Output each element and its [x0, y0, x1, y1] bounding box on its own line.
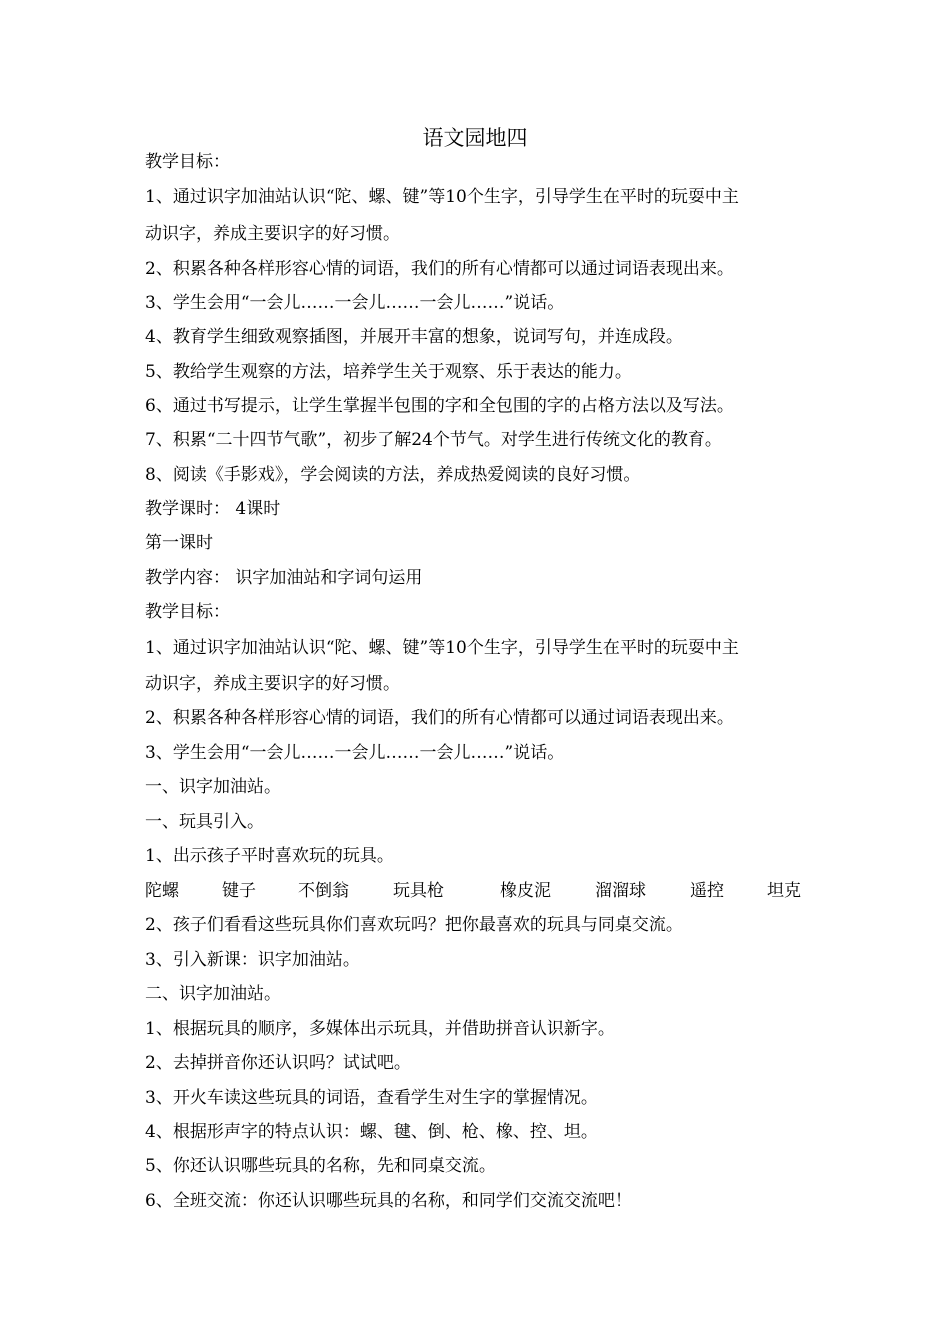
- text-line: 动识字，养成主要识字的好习惯。: [145, 224, 400, 244]
- text-line: 1、出示孩子平时喜欢玩的玩具。: [145, 846, 394, 866]
- text-line: 3、引入新课：识字加油站。: [145, 950, 360, 970]
- text-line: 8、阅读《手影戏》，学会阅读的方法，养成热爱阅读的良好习惯。: [145, 465, 641, 485]
- text-line: 6、全班交流：你还认识哪些玩具的名称，和同学们交流交流吧！: [145, 1191, 632, 1211]
- text-line: 二、识字加油站。: [145, 984, 281, 1004]
- text-line: 一、识字加油站。: [145, 777, 281, 797]
- text-line: 1、根据玩具的顺序，多媒体出示玩具，并借助拼音认识新字。: [145, 1019, 615, 1039]
- text-line: 4、教育学生细致观察插图，并展开丰富的想象，说词写句，并连成段。: [145, 327, 683, 347]
- toy-word: 溜溜球: [595, 881, 646, 901]
- document-title: 语文园地四: [422, 126, 528, 150]
- text-line: 教学课时： 4课时: [145, 499, 281, 519]
- toy-word-row: [145, 879, 813, 903]
- text-line: 6、通过书写提示，让学生掌握半包围的字和全包围的字的占格方法以及写法。: [145, 396, 734, 416]
- text-line: 动识字，养成主要识字的好习惯。: [145, 674, 400, 694]
- toy-word: 橡皮泥: [500, 881, 551, 901]
- text-line: 教学内容： 识字加油站和字词句运用: [145, 568, 423, 588]
- text-line: 5、教给学生观察的方法，培养学生关于观察、乐于表达的能力。: [145, 362, 632, 382]
- text-line: 4、根据形声字的特点认识：螺、毽、倒、枪、橡、控、坦。: [145, 1122, 598, 1142]
- toy-word: 不倒翁: [298, 881, 349, 901]
- text-line: 1、通过识字加油站认识“陀、螺、键”等10个生字，引导学生在平时的玩耍中主: [145, 638, 739, 658]
- text-line: 一、玩具引入。: [145, 812, 264, 832]
- toy-word: 键子: [222, 881, 256, 901]
- text-line: 教学目标：: [145, 152, 230, 172]
- text-line: 2、积累各种各样形容心情的词语，我们的所有心情都可以通过词语表现出来。: [145, 708, 734, 728]
- text-line: 2、去掉拼音你还认识吗？试试吧。: [145, 1053, 411, 1073]
- text-line: 第一课时: [145, 533, 213, 553]
- toy-word: 陀螺: [145, 881, 179, 901]
- text-line: 3、学生会用“一会儿……一会儿……一会儿……”说话。: [145, 743, 565, 763]
- toy-word: 遥控: [690, 881, 724, 901]
- text-line: 5、你还认识哪些玩具的名称，先和同桌交流。: [145, 1156, 496, 1176]
- toy-word: 玩具枪: [393, 881, 444, 901]
- text-line: 2、积累各种各样形容心情的词语，我们的所有心情都可以通过词语表现出来。: [145, 259, 734, 279]
- text-line: 7、积累“二十四节气歌”，初步了解24个节气。对学生进行传统文化的教育。: [145, 430, 722, 450]
- text-line: 3、开火车读这些玩具的词语，查看学生对生字的掌握情况。: [145, 1088, 598, 1108]
- text-line: 1、通过识字加油站认识“陀、螺、键”等10个生字，引导学生在平时的玩耍中主: [145, 187, 739, 207]
- toy-word: 坦克: [767, 881, 801, 901]
- text-line: 教学目标：: [145, 602, 230, 622]
- text-line: 2、孩子们看看这些玩具你们喜欢玩吗？把你最喜欢的玩具与同桌交流。: [145, 915, 683, 935]
- text-line: 3、学生会用“一会儿……一会儿……一会儿……”说话。: [145, 293, 565, 313]
